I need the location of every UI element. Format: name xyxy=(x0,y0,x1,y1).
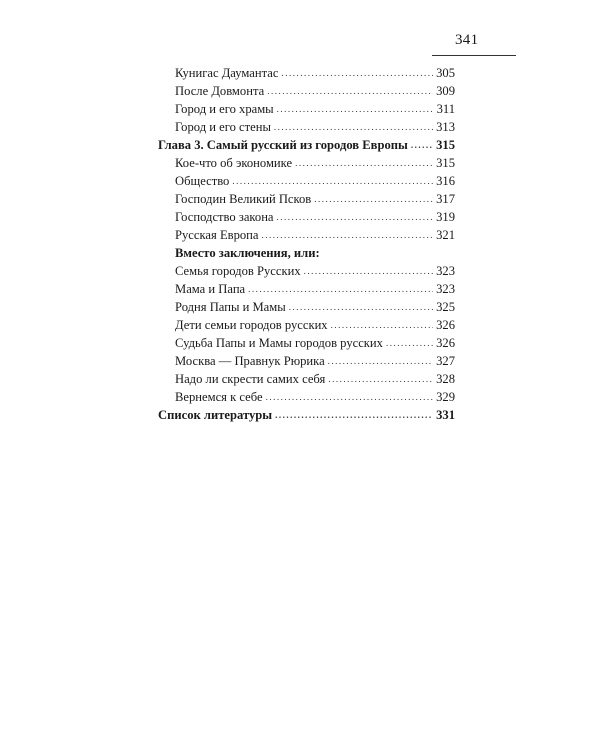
toc-dot-leader xyxy=(277,208,434,226)
toc-entry-title: Родня Папы и Мамы xyxy=(175,300,286,314)
toc-entry xyxy=(175,82,455,100)
toc-entry xyxy=(175,352,455,370)
toc-dot-leader xyxy=(295,154,433,172)
toc-dot-leader xyxy=(304,262,433,280)
toc-dot-leader xyxy=(266,388,434,406)
toc-dot-leader xyxy=(289,298,433,316)
toc-entry xyxy=(175,298,455,316)
toc-entry xyxy=(175,388,455,406)
toc-entry-title: После Довмонта xyxy=(175,84,265,98)
page-number: 341 xyxy=(455,32,479,48)
toc-entry-page: 309 xyxy=(436,84,455,98)
toc-entry xyxy=(175,64,455,82)
toc-chapter-title: Список литературы xyxy=(158,408,273,422)
toc-dot-leader xyxy=(331,316,434,334)
toc-entry xyxy=(175,370,455,388)
toc-dot-leader xyxy=(328,370,433,388)
toc-dot-leader xyxy=(314,190,433,208)
toc-entry-page: 316 xyxy=(436,174,455,188)
toc-entry xyxy=(175,190,455,208)
toc-entry-title: Мама и Папа xyxy=(175,282,246,296)
toc-entry-page: 323 xyxy=(436,282,455,296)
toc-entry xyxy=(175,280,455,298)
toc-entry-title: Вернемся к себе xyxy=(175,390,263,404)
toc-entry xyxy=(175,154,455,172)
toc-entry-title: Кунигас Даумантас xyxy=(175,66,279,80)
toc-entry-page: 313 xyxy=(436,120,455,134)
toc-subheading: Вместо заключения, или: xyxy=(175,246,320,260)
toc-entry-title: Дети семьи городов русских xyxy=(175,318,328,332)
toc-entry-page: 326 xyxy=(436,318,455,332)
toc-chapter-entry xyxy=(158,136,455,154)
toc-entry-title: Русская Европа xyxy=(175,228,259,242)
toc-entry xyxy=(175,100,455,118)
toc-entry-page: 315 xyxy=(436,138,455,152)
toc-dot-leader xyxy=(386,334,433,352)
toc-entry-title: Общество xyxy=(175,174,230,188)
toc-dot-leader xyxy=(275,406,433,424)
toc-entry-title: Судьба Папы и Мамы городов русских xyxy=(175,336,383,350)
toc-entry-page: 329 xyxy=(436,390,455,404)
toc-entry-page: 328 xyxy=(436,372,455,386)
toc-entry-title: Москва — Правнук Рюрика xyxy=(175,354,325,368)
toc-dot-leader xyxy=(274,118,433,136)
toc-dot-leader xyxy=(281,64,433,82)
toc-entry-title: Семья городов Русских xyxy=(175,264,301,278)
toc-entry xyxy=(175,226,455,244)
toc-entry-page: 321 xyxy=(436,228,455,242)
toc-chapter-entry xyxy=(158,406,455,424)
toc-entry xyxy=(175,172,455,190)
toc-entry xyxy=(175,208,455,226)
toc-entry-page: 317 xyxy=(436,192,455,206)
toc-entry-page: 326 xyxy=(436,336,455,350)
toc-entry-title: Кое-что об экономике xyxy=(175,156,293,170)
toc-dot-leader xyxy=(232,172,433,190)
toc-entry xyxy=(175,262,455,280)
toc-dot-leader xyxy=(277,100,434,118)
toc-entry xyxy=(175,316,455,334)
toc-dot-leader xyxy=(411,136,433,154)
toc-entry-page: 323 xyxy=(436,264,455,278)
toc-entry-page: 305 xyxy=(436,66,455,80)
toc-entry xyxy=(175,118,455,136)
toc-dot-leader xyxy=(262,226,434,244)
toc-entry xyxy=(175,334,455,352)
toc-entry-title: Господин Великий Псков xyxy=(175,192,312,206)
toc-entry-title: Город и его стены xyxy=(175,120,271,134)
toc-entry-title: Надо ли скрести самих себя xyxy=(175,372,326,386)
toc-entry-title: Господство закона xyxy=(175,210,274,224)
header-rule xyxy=(432,55,516,56)
toc-dot-leader xyxy=(267,82,433,100)
toc-chapter-title: Глава 3. Самый русский из городов Европы xyxy=(158,138,408,152)
toc-entry-title: Город и его храмы xyxy=(175,102,274,116)
toc-entry-page: 311 xyxy=(436,102,455,116)
toc-entry-page: 315 xyxy=(436,156,455,170)
toc-entry-page: 327 xyxy=(436,354,455,368)
toc-dot-leader xyxy=(248,280,433,298)
toc-entry-page: 331 xyxy=(436,408,455,422)
toc-dot-leader xyxy=(328,352,433,370)
toc-entry-page: 319 xyxy=(436,210,455,224)
toc-entry-page: 325 xyxy=(436,300,455,314)
